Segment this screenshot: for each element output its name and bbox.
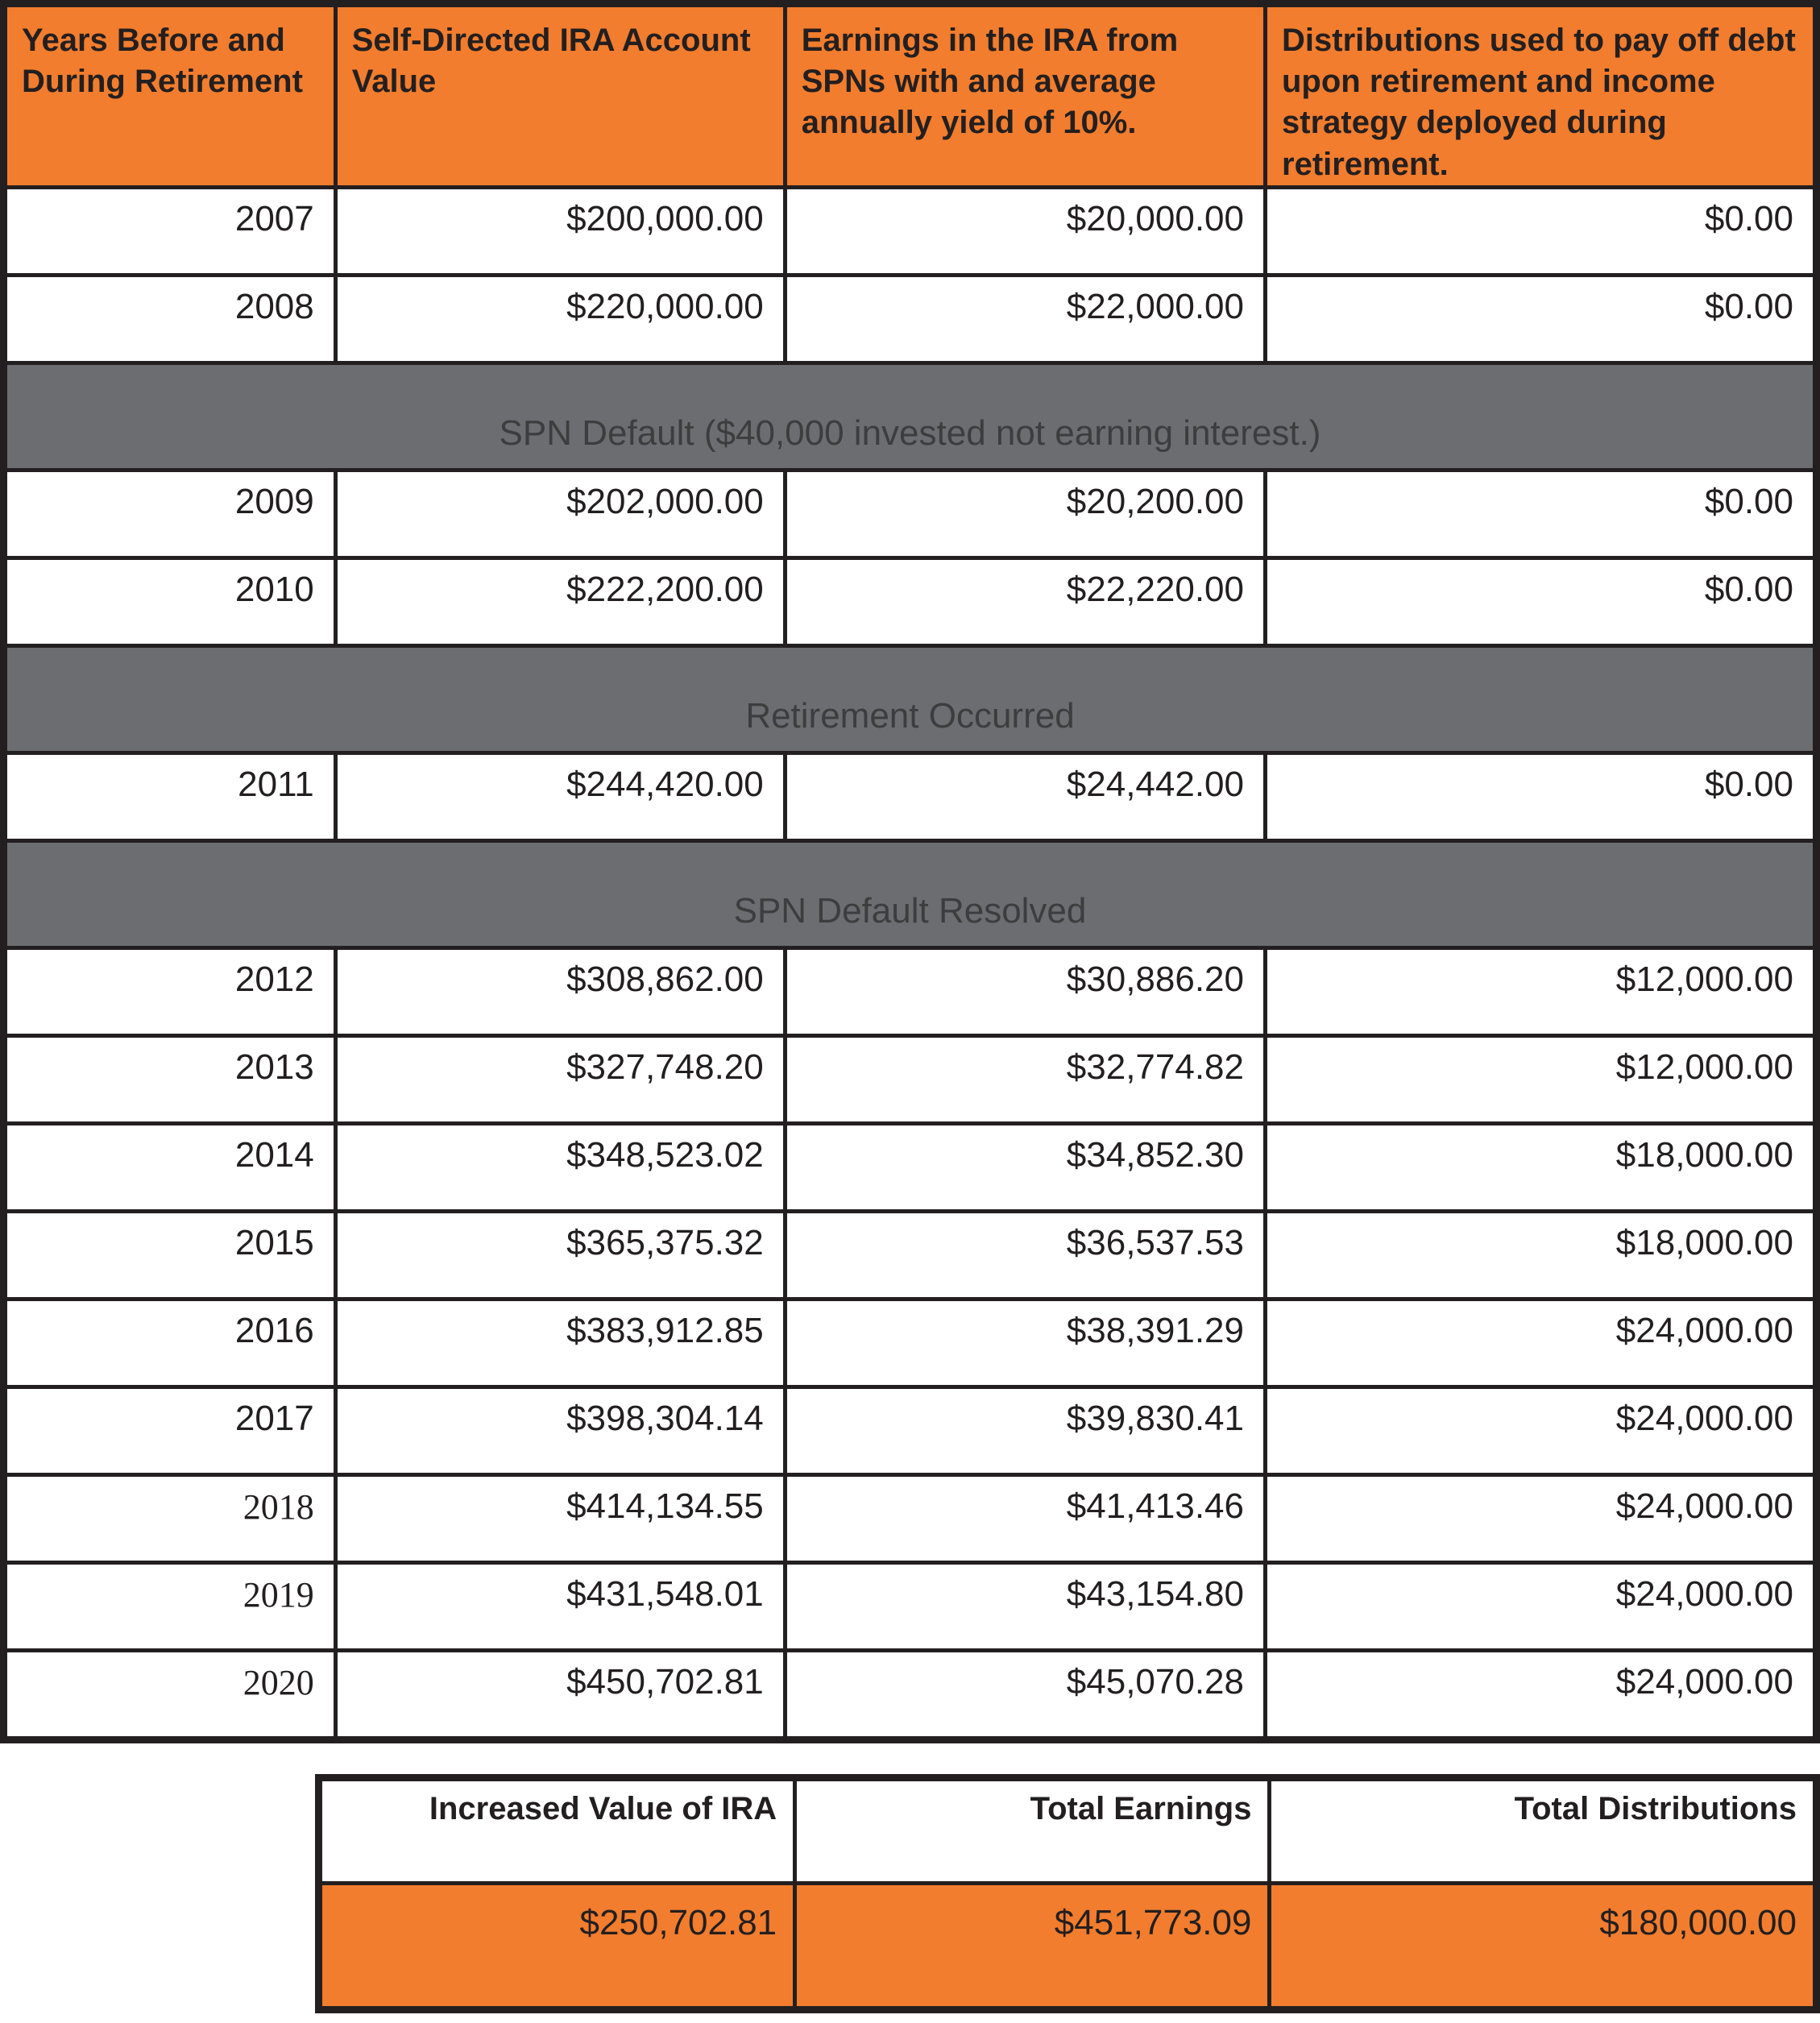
earnings-cell: $30,886.20 <box>785 947 1265 1035</box>
summary-total-earnings-cell: $451,773.09 <box>795 1883 1270 2009</box>
ira-value-cell: $348,523.02 <box>335 1123 785 1211</box>
summary-header-total-distributions: Total Distributions <box>1270 1777 1817 1883</box>
year-cell: 2015 <box>4 1211 336 1299</box>
earnings-cell: $24,442.00 <box>785 752 1265 840</box>
year-data-row <box>4 558 1817 645</box>
distribution-cell: $12,000.00 <box>1266 1035 1817 1123</box>
ira-value-cell: $383,912.85 <box>335 1299 785 1387</box>
distribution-cell: $18,000.00 <box>1266 1123 1817 1211</box>
ira-value-cell: $365,375.32 <box>335 1211 785 1299</box>
ira-value-cell: $450,702.81 <box>335 1650 785 1739</box>
totals-summary-table <box>315 1774 1820 2013</box>
distribution-cell: $0.00 <box>1266 558 1817 645</box>
year-data-row <box>4 1387 1817 1474</box>
ira-value-cell: $220,000.00 <box>335 275 785 363</box>
ira-value-cell: $244,420.00 <box>335 752 785 840</box>
earnings-cell: $22,220.00 <box>785 558 1265 645</box>
distribution-cell: $0.00 <box>1266 275 1817 363</box>
ira-value-cell: $202,000.00 <box>335 470 785 558</box>
summary-header-total-earnings: Total Earnings <box>795 1777 1270 1883</box>
year-data-row <box>4 752 1817 840</box>
distribution-cell: $24,000.00 <box>1266 1474 1817 1562</box>
year-data-row <box>4 1562 1817 1650</box>
distribution-cell: $0.00 <box>1266 187 1817 275</box>
distribution-cell: $24,000.00 <box>1266 1562 1817 1650</box>
earnings-cell: $43,154.80 <box>785 1562 1265 1650</box>
year-cell: 2019 <box>4 1562 336 1650</box>
year-cell: 2011 <box>4 752 336 840</box>
section-band-row <box>4 840 1817 947</box>
year-cell: 2014 <box>4 1123 336 1211</box>
distribution-cell: $18,000.00 <box>1266 1211 1817 1299</box>
earnings-cell: $32,774.82 <box>785 1035 1265 1123</box>
year-data-row <box>4 1474 1817 1562</box>
distribution-cell: $24,000.00 <box>1266 1650 1817 1739</box>
summary-header-row <box>319 1777 1817 1883</box>
summary-increased-value-cell: $250,702.81 <box>319 1883 795 2009</box>
section-band-label: Retirement Occurred <box>4 645 1817 752</box>
earnings-cell: $20,000.00 <box>785 187 1265 275</box>
earnings-cell: $45,070.28 <box>785 1650 1265 1739</box>
year-data-row <box>4 275 1817 363</box>
earnings-cell: $22,000.00 <box>785 275 1265 363</box>
section-band-row <box>4 645 1817 752</box>
year-data-row <box>4 947 1817 1035</box>
distribution-cell: $12,000.00 <box>1266 947 1817 1035</box>
year-data-row <box>4 187 1817 275</box>
year-data-row <box>4 1035 1817 1123</box>
earnings-cell: $39,830.41 <box>785 1387 1265 1474</box>
earnings-cell: $41,413.46 <box>785 1474 1265 1562</box>
year-data-row <box>4 1211 1817 1299</box>
distribution-cell: $0.00 <box>1266 470 1817 558</box>
year-data-row <box>4 1123 1817 1211</box>
summary-total-distributions-cell: $180,000.00 <box>1270 1883 1817 2009</box>
year-cell: 2008 <box>4 275 336 363</box>
year-data-row <box>4 470 1817 558</box>
ira-value-cell: $200,000.00 <box>335 187 785 275</box>
year-cell: 2018 <box>4 1474 336 1562</box>
summary-values-row <box>319 1883 1817 2009</box>
earnings-cell: $20,200.00 <box>785 470 1265 558</box>
summary-header-increased-value: Increased Value of IRA <box>319 1777 795 1883</box>
year-cell: 2009 <box>4 470 336 558</box>
year-cell: 2013 <box>4 1035 336 1123</box>
ira-value-cell: $414,134.55 <box>335 1474 785 1562</box>
year-cell: 2012 <box>4 947 336 1035</box>
section-band-label: SPN Default Resolved <box>4 840 1817 947</box>
year-cell: 2017 <box>4 1387 336 1474</box>
header-earnings-from-spns: Earnings in the IRA from SPNs with and average annually yield of 10%. <box>785 4 1265 188</box>
main-table-body <box>4 187 1817 1739</box>
header-row <box>4 4 1817 188</box>
year-cell: 2020 <box>4 1650 336 1739</box>
section-band-label: SPN Default ($40,000 invested not earning interest.) <box>4 363 1817 470</box>
year-cell: 2016 <box>4 1299 336 1387</box>
earnings-cell: $38,391.29 <box>785 1299 1265 1387</box>
year-cell: 2010 <box>4 558 336 645</box>
ira-value-cell: $431,548.01 <box>335 1562 785 1650</box>
ira-value-cell: $398,304.14 <box>335 1387 785 1474</box>
year-cell: 2007 <box>4 187 336 275</box>
distribution-cell: $0.00 <box>1266 752 1817 840</box>
ira-value-cell: $222,200.00 <box>335 558 785 645</box>
distribution-cell: $24,000.00 <box>1266 1299 1817 1387</box>
ira-value-cell: $308,862.00 <box>335 947 785 1035</box>
year-data-row <box>4 1299 1817 1387</box>
earnings-cell: $34,852.30 <box>785 1123 1265 1211</box>
year-data-row <box>4 1650 1817 1739</box>
header-ira-account-value: Self-Directed IRA Account Value <box>335 4 785 188</box>
header-distributions: Distributions used to pay off debt upon retirement and income strategy deployed during retirement. <box>1266 4 1817 188</box>
earnings-cell: $36,537.53 <box>785 1211 1265 1299</box>
ira-value-cell: $327,748.20 <box>335 1035 785 1123</box>
section-band-row <box>4 363 1817 470</box>
header-years-before-retirement: Years Before and During Retirement <box>4 4 336 188</box>
distribution-cell: $24,000.00 <box>1266 1387 1817 1474</box>
